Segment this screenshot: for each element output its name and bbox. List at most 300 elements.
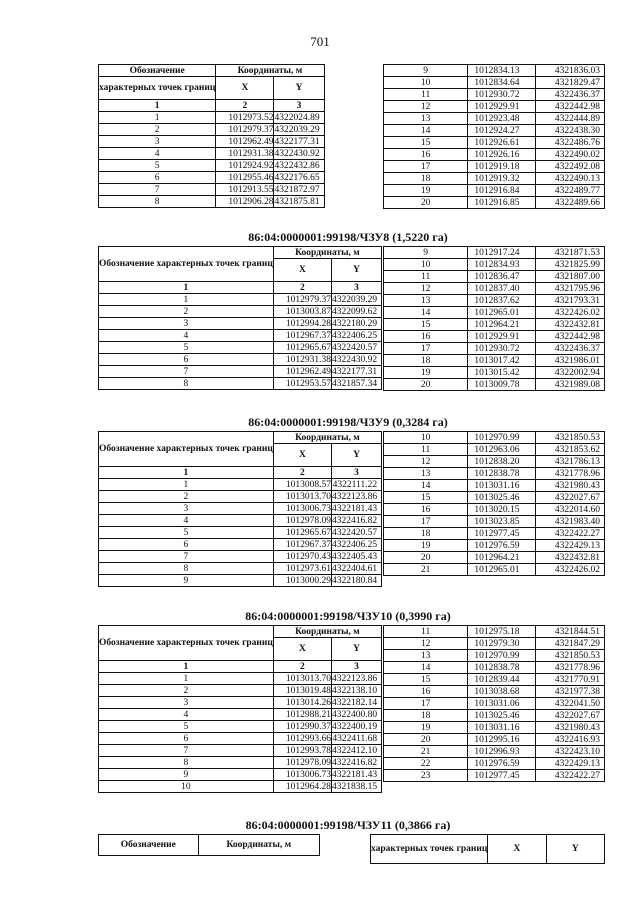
coordinate-table-chzu10-left [98, 625, 382, 793]
y-coordinate: 4321986.01 [536, 355, 605, 367]
x-coordinate: 1012967.37 [273, 539, 331, 551]
point-number: 9 [99, 769, 274, 781]
table-row [99, 709, 382, 721]
table-row [384, 734, 605, 746]
table-row [99, 503, 382, 515]
point-number: 5 [99, 342, 274, 354]
point-number: 9 [384, 247, 468, 259]
y-coordinate: 4322180.84 [331, 575, 381, 587]
point-number: 20 [384, 197, 468, 209]
x-coordinate: 1012964.21 [468, 319, 536, 331]
x-coordinate: 1012970.99 [468, 650, 536, 662]
point-number: 20 [384, 734, 468, 746]
point-number: 7 [99, 184, 216, 196]
section-heading-chzu9: 86:04:0000001:99198/ЧЗУ9 (0,3284 га) [248, 415, 448, 429]
header-x: X [216, 77, 274, 100]
table-row [384, 698, 605, 710]
y-coordinate: 4322400.19 [331, 721, 381, 733]
point-number: 19 [384, 367, 468, 379]
x-coordinate: 1012837.62 [468, 295, 536, 307]
x-coordinate: 1012977.45 [468, 528, 536, 540]
point-number: 12 [384, 638, 468, 650]
y-coordinate: 4322412.10 [331, 745, 381, 757]
x-coordinate: 1012924.92 [216, 160, 274, 172]
table-row [99, 515, 382, 527]
header-coordinates: Координаты, м [273, 247, 381, 259]
column-number: 2 [273, 661, 331, 673]
y-coordinate: 4322123.86 [331, 673, 381, 685]
table-row [99, 112, 325, 124]
y-coordinate: 4322430.92 [331, 354, 381, 366]
table-row [99, 757, 382, 769]
x-coordinate: 1012976.59 [468, 758, 536, 770]
y-coordinate: 4322176.65 [274, 172, 324, 184]
point-number: 4 [99, 148, 216, 160]
x-coordinate: 1012965.01 [468, 307, 536, 319]
point-number: 6 [99, 354, 274, 366]
header-x: X [273, 444, 331, 467]
y-coordinate: 4322436.37 [536, 89, 605, 101]
table-row [384, 295, 605, 307]
coordinate-table-chzu9-right [383, 431, 605, 576]
x-coordinate: 1012834.93 [468, 259, 536, 271]
column-number: 1 [99, 282, 274, 294]
x-coordinate: 1012973.61 [273, 563, 331, 575]
table-row [99, 479, 382, 491]
y-coordinate: 4322411.68 [331, 733, 381, 745]
point-number: 11 [384, 444, 468, 456]
y-coordinate: 4321778.96 [536, 662, 605, 674]
header-designation: Обозначение характерных точек границ [99, 247, 274, 282]
point-number: 3 [99, 318, 274, 330]
table-row [384, 125, 605, 137]
y-coordinate: 4322024.89 [274, 112, 324, 124]
x-coordinate: 1013017.42 [468, 355, 536, 367]
y-coordinate: 4322489.66 [536, 197, 605, 209]
table-row [384, 686, 605, 698]
point-number: 1 [99, 673, 274, 685]
point-number: 18 [384, 355, 468, 367]
y-coordinate: 4322182.14 [331, 697, 381, 709]
y-coordinate: 4321829.47 [536, 77, 605, 89]
point-number: 12 [384, 456, 468, 468]
table-row [99, 745, 382, 757]
table-row [384, 271, 605, 283]
table-row [384, 504, 605, 516]
y-coordinate: 4322400.80 [331, 709, 381, 721]
y-coordinate: 4321850.53 [536, 432, 605, 444]
table-row [384, 468, 605, 480]
y-coordinate: 4322420.57 [331, 342, 381, 354]
table-row [384, 185, 605, 197]
section-heading-chzu8: 86:04:0000001:99198/ЧЗУ8 (1,5220 га) [248, 230, 448, 244]
x-coordinate: 1013003.87 [273, 306, 331, 318]
y-coordinate: 4322426.02 [536, 307, 605, 319]
point-number: 18 [384, 528, 468, 540]
x-coordinate: 1012929.91 [468, 331, 536, 343]
x-coordinate: 1012924.27 [468, 125, 536, 137]
point-number: 16 [384, 149, 468, 161]
table-row [99, 491, 382, 503]
y-coordinate: 4322416.93 [536, 734, 605, 746]
table-row [384, 626, 605, 638]
x-coordinate: 1012979.37 [273, 294, 331, 306]
y-coordinate: 4322406.25 [331, 539, 381, 551]
x-coordinate: 1012955.46 [216, 172, 274, 184]
column-number: 2 [216, 100, 274, 112]
x-coordinate: 1012906.28 [216, 196, 274, 208]
table-row [384, 758, 605, 770]
y-coordinate: 4321844.51 [536, 626, 605, 638]
column-number: 2 [273, 282, 331, 294]
point-number: 9 [99, 575, 274, 587]
y-coordinate: 4322039.29 [331, 294, 381, 306]
point-number: 10 [99, 781, 274, 793]
point-number: 19 [384, 185, 468, 197]
x-coordinate: 1012965.01 [468, 564, 536, 576]
y-coordinate: 4322432.81 [536, 319, 605, 331]
x-coordinate: 1012996.93 [468, 746, 536, 758]
point-number: 14 [384, 307, 468, 319]
y-coordinate: 4321825.99 [536, 259, 605, 271]
table-row [99, 575, 382, 587]
x-coordinate: 1013031.06 [468, 698, 536, 710]
table-row [99, 539, 382, 551]
x-coordinate: 1012995.16 [468, 734, 536, 746]
table-row [384, 197, 605, 209]
y-coordinate: 4322405.43 [331, 551, 381, 563]
point-number: 13 [384, 113, 468, 125]
table-row [99, 160, 325, 172]
table-row [99, 527, 382, 539]
table-row [384, 770, 605, 782]
table-row [99, 342, 382, 354]
table-row [384, 283, 605, 295]
point-number: 16 [384, 331, 468, 343]
point-number: 20 [384, 379, 468, 391]
point-number: 14 [384, 662, 468, 674]
x-coordinate: 1012973.52 [216, 112, 274, 124]
table-row [384, 247, 605, 259]
x-coordinate: 1012970.43 [273, 551, 331, 563]
y-coordinate: 4322416.82 [331, 757, 381, 769]
y-coordinate: 4322436.37 [536, 343, 605, 355]
point-number: 13 [384, 650, 468, 662]
point-number: 2 [99, 306, 274, 318]
point-number: 19 [384, 722, 468, 734]
x-coordinate: 1012975.18 [468, 626, 536, 638]
table-row [99, 378, 382, 390]
x-coordinate: 1013013.70 [273, 673, 331, 685]
coordinate-table-chzu11-right [370, 834, 605, 864]
point-number: 14 [384, 480, 468, 492]
table-row [384, 528, 605, 540]
y-coordinate: 4322123.86 [331, 491, 381, 503]
point-number: 8 [99, 196, 216, 208]
y-coordinate: 4322138.10 [331, 685, 381, 697]
coordinate-table-chzu11-left [98, 834, 320, 856]
y-coordinate: 4322041.50 [536, 698, 605, 710]
y-coordinate: 4322489.77 [536, 185, 605, 197]
table-row [384, 259, 605, 271]
x-coordinate: 1012919.18 [468, 161, 536, 173]
x-coordinate: 1012838.78 [468, 662, 536, 674]
x-coordinate: 1012837.40 [468, 283, 536, 295]
point-number: 1 [99, 112, 216, 124]
table-row [384, 564, 605, 576]
header-x: X [273, 638, 331, 661]
table-row [99, 294, 382, 306]
x-coordinate: 1012967.37 [273, 330, 331, 342]
x-coordinate: 1013009.78 [468, 379, 536, 391]
point-number: 5 [99, 160, 216, 172]
point-number: 21 [384, 564, 468, 576]
y-coordinate: 4321795.96 [536, 283, 605, 295]
header-x: X [488, 835, 546, 864]
y-coordinate: 4321857.34 [331, 378, 381, 390]
y-coordinate: 4321977.38 [536, 686, 605, 698]
x-coordinate: 1013008.57 [273, 479, 331, 491]
y-coordinate: 4322177.31 [274, 136, 324, 148]
y-coordinate: 4322426.02 [536, 564, 605, 576]
point-number: 8 [99, 378, 274, 390]
header-x: X [273, 259, 331, 282]
x-coordinate: 1012979.30 [468, 638, 536, 650]
x-coordinate: 1013014.26 [273, 697, 331, 709]
table-row [384, 379, 605, 391]
y-coordinate: 4321778.96 [536, 468, 605, 480]
point-number: 18 [384, 173, 468, 185]
table-row [384, 444, 605, 456]
point-number: 19 [384, 540, 468, 552]
x-coordinate: 1012834.64 [468, 77, 536, 89]
table-row [384, 540, 605, 552]
header-coordinates: Координаты, м [216, 65, 324, 77]
point-number: 20 [384, 552, 468, 564]
y-coordinate: 4322429.13 [536, 758, 605, 770]
x-coordinate: 1013006.73 [273, 769, 331, 781]
point-number: 3 [99, 136, 216, 148]
y-coordinate: 4322014.60 [536, 504, 605, 516]
table-row [99, 184, 325, 196]
section-heading-chzu11: 86:04:0000001:99198/ЧЗУ11 (0,3866 га) [245, 818, 451, 832]
coordinate-table-s1-left [98, 64, 325, 208]
table-row [384, 331, 605, 343]
table-row [384, 65, 605, 77]
x-coordinate: 1013031.16 [468, 722, 536, 734]
x-coordinate: 1012953.57 [273, 378, 331, 390]
y-coordinate: 4321871.53 [536, 247, 605, 259]
header-designation: Обозначение характерных точек границ [99, 432, 274, 467]
y-coordinate: 4321850.53 [536, 650, 605, 662]
y-coordinate: 4322490.13 [536, 173, 605, 185]
column-number: 1 [99, 661, 274, 673]
coordinate-table-chzu9-left [98, 431, 382, 587]
y-coordinate: 4322027.67 [536, 492, 605, 504]
table-row [99, 366, 382, 378]
x-coordinate: 1013006.73 [273, 503, 331, 515]
point-number: 7 [99, 366, 274, 378]
header-designation: Обозначение характерных точек границ [99, 626, 274, 661]
point-number: 15 [384, 319, 468, 331]
y-coordinate: 4322406.25 [331, 330, 381, 342]
header-y: Y [331, 638, 381, 661]
x-coordinate: 1012926.61 [468, 137, 536, 149]
point-number: 9 [384, 65, 468, 77]
point-number: 7 [99, 551, 274, 563]
table-row [384, 101, 605, 113]
y-coordinate: 4322111.22 [331, 479, 381, 491]
x-coordinate: 1013025.46 [468, 710, 536, 722]
x-coordinate: 1012963.06 [468, 444, 536, 456]
table-row [384, 161, 605, 173]
table-row [384, 173, 605, 185]
point-number: 1 [99, 294, 274, 306]
point-number: 15 [384, 492, 468, 504]
table-row [384, 367, 605, 379]
x-coordinate: 1012964.21 [468, 552, 536, 564]
x-coordinate: 1012962.49 [273, 366, 331, 378]
point-number: 16 [384, 686, 468, 698]
y-coordinate: 4322027.67 [536, 710, 605, 722]
x-coordinate: 1012931.38 [216, 148, 274, 160]
point-number: 15 [384, 674, 468, 686]
x-coordinate: 1013031.16 [468, 480, 536, 492]
table-row [384, 746, 605, 758]
table-row [384, 149, 605, 161]
table-row [99, 673, 382, 685]
point-number: 17 [384, 161, 468, 173]
point-number: 10 [384, 432, 468, 444]
y-coordinate: 4321838.15 [331, 781, 381, 793]
y-coordinate: 4322490.02 [536, 149, 605, 161]
x-coordinate: 1012931.38 [273, 354, 331, 366]
x-coordinate: 1013000.29 [273, 575, 331, 587]
point-number: 14 [384, 125, 468, 137]
point-number: 6 [99, 172, 216, 184]
point-number: 4 [99, 330, 274, 342]
y-coordinate: 4322438.30 [536, 125, 605, 137]
table-row [384, 516, 605, 528]
x-coordinate: 1012993.66 [273, 733, 331, 745]
x-coordinate: 1012970.99 [468, 432, 536, 444]
coordinate-table-chzu8-left [98, 246, 382, 390]
x-coordinate: 1012930.72 [468, 89, 536, 101]
y-coordinate: 4322422.27 [536, 528, 605, 540]
point-number: 17 [384, 698, 468, 710]
x-coordinate: 1012978.09 [273, 757, 331, 769]
y-coordinate: 4321793.31 [536, 295, 605, 307]
point-number: 21 [384, 746, 468, 758]
header-coordinates: Координаты, м [273, 626, 381, 638]
column-number: 3 [274, 100, 324, 112]
point-number: 6 [99, 733, 274, 745]
y-coordinate: 4322432.81 [536, 552, 605, 564]
x-coordinate: 1013020.15 [468, 504, 536, 516]
header-coordinates: Координаты, м [273, 432, 381, 444]
point-number: 17 [384, 343, 468, 355]
x-coordinate: 1012834.13 [468, 65, 536, 77]
x-coordinate: 1012913.55 [216, 184, 274, 196]
table-row [384, 89, 605, 101]
table-row [99, 196, 325, 208]
y-coordinate: 4321989.08 [536, 379, 605, 391]
point-number: 11 [384, 89, 468, 101]
point-number: 12 [384, 101, 468, 113]
y-coordinate: 4321983.40 [536, 516, 605, 528]
x-coordinate: 1012965.67 [273, 527, 331, 539]
x-coordinate: 1012993.78 [273, 745, 331, 757]
table-row [384, 710, 605, 722]
point-number: 2 [99, 685, 274, 697]
point-number: 2 [99, 491, 274, 503]
table-row [384, 319, 605, 331]
y-coordinate: 4322423.10 [536, 746, 605, 758]
point-number: 2 [99, 124, 216, 136]
header-y: Y [331, 259, 381, 282]
x-coordinate: 1013019.48 [273, 685, 331, 697]
point-number: 8 [99, 757, 274, 769]
table-row [99, 685, 382, 697]
table-row [384, 77, 605, 89]
y-coordinate: 4322432.86 [274, 160, 324, 172]
table-row [99, 781, 382, 793]
table-row [99, 769, 382, 781]
point-number: 16 [384, 504, 468, 516]
header-y: Y [274, 77, 324, 100]
column-number: 3 [331, 282, 381, 294]
column-number: 1 [99, 100, 216, 112]
x-coordinate: 1012978.09 [273, 515, 331, 527]
y-coordinate: 4322181.43 [331, 503, 381, 515]
y-coordinate: 4321807.00 [536, 271, 605, 283]
point-number: 12 [384, 283, 468, 295]
table-row [99, 318, 382, 330]
x-coordinate: 1012964.28 [273, 781, 331, 793]
header-designation: Обозначение [99, 65, 216, 77]
y-coordinate: 4322039.29 [274, 124, 324, 136]
point-number: 17 [384, 516, 468, 528]
point-number: 18 [384, 710, 468, 722]
column-number: 1 [99, 467, 274, 479]
point-number: 1 [99, 479, 274, 491]
column-number: 2 [273, 467, 331, 479]
y-coordinate: 4322177.31 [331, 366, 381, 378]
y-coordinate: 4322416.82 [331, 515, 381, 527]
x-coordinate: 1012977.45 [468, 770, 536, 782]
y-coordinate: 4322430.92 [274, 148, 324, 160]
point-number: 6 [99, 539, 274, 551]
x-coordinate: 1013013.70 [273, 491, 331, 503]
table-row [99, 721, 382, 733]
point-number: 11 [384, 626, 468, 638]
coordinate-table-chzu8-right [383, 246, 605, 391]
table-row [99, 136, 325, 148]
table-row [384, 137, 605, 149]
table-row [384, 307, 605, 319]
header-y: Y [331, 444, 381, 467]
table-row [384, 492, 605, 504]
y-coordinate: 4322002.94 [536, 367, 605, 379]
y-coordinate: 4322492.08 [536, 161, 605, 173]
point-number: 5 [99, 527, 274, 539]
y-coordinate: 4322099.62 [331, 306, 381, 318]
column-number: 3 [331, 661, 381, 673]
header-y: Y [546, 835, 604, 864]
x-coordinate: 1013015.42 [468, 367, 536, 379]
coordinate-table-s1-right [383, 64, 605, 209]
table-row [99, 551, 382, 563]
